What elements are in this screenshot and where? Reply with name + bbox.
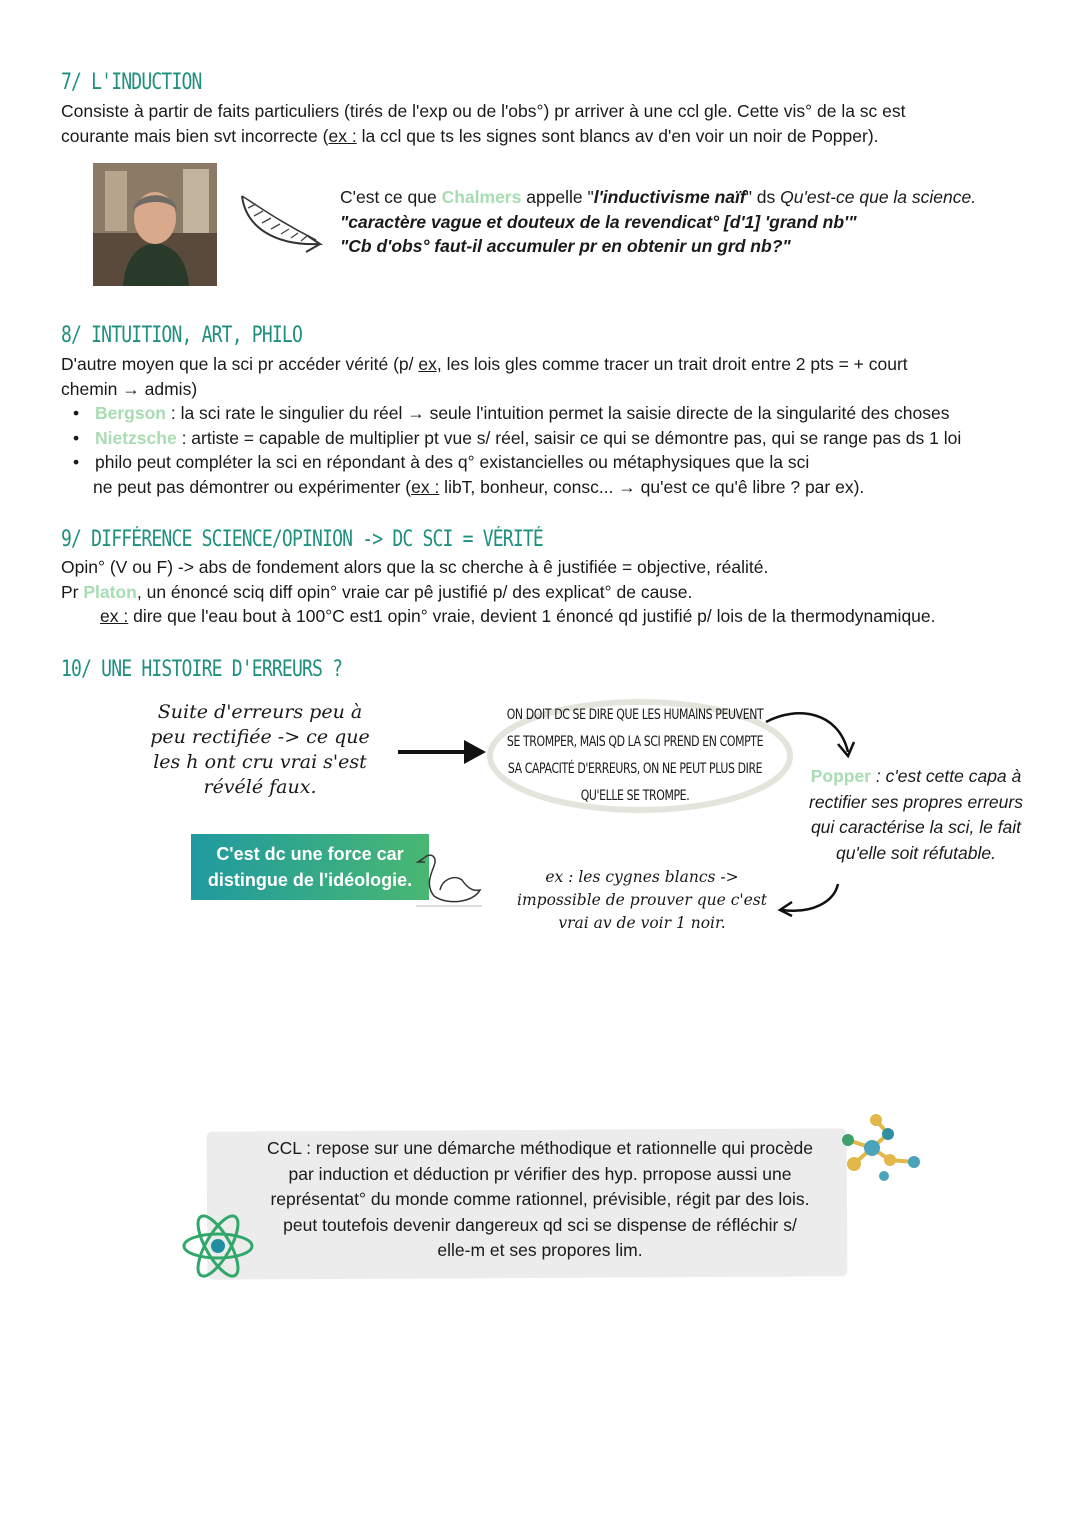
curved-arrow-icon xyxy=(776,880,842,918)
handwritten-note-swans: ex : les cygnes blancs -> impossible de prouver que c'est vrai av de voir 1 noir. xyxy=(517,868,767,932)
chalmers-quote-block: C'est ce que Chalmers appelle "l'inductivisme naïf" ds Qu'est-ce que la science. "caractère vague et douteux de la revendicat° [d'1] 'grand nb'" "Cb d'obs° faut-il accumuler pr en obtenir un grd nb?" xyxy=(340,187,977,256)
molecule-icon xyxy=(824,1108,924,1184)
list-item: • Nietzsche : artiste = capable de multiplier pt vue s/ réel, saisir ce qui se démontre pas, qui se range pas ds 1 loi xyxy=(95,426,1018,451)
section-8-paragraph: D'autre moyen que la sci pr accéder vérité (p/ ex, les lois gles comme tracer un trait droit entre 2 pts = + court chemin → admis) • Bergson : la sci rate le singulier du réel → seule l'intuition permet la saisie directe de la singularité des choses • Nietzsche : artiste = capable de multiplier pt vue s/ réel, saisir ce qui se démontre pas, qui se range pas ds 1 loi • philo peut compléter la sci en répondant à des q° existancielles ou métaphysiques que la sci ne peut pas démontrer ou expérimenter (ex : libT, bonheur, consc... → qu'est ce qu'ê libre ? par ex). xyxy=(61,352,1018,499)
curved-arrow-icon xyxy=(762,706,862,764)
swan-icon xyxy=(414,850,484,910)
caps-statement: ON DOIT DC SE DIRE QUE LES HUMAINS PEUVENT SE TROMPER, MAIS QD LA SCI PREND EN COMPTE SA CAPACITÉ D'ERREURS, ON NE PEUT PLUS DIRE QU'ELLE SE TROMPE. xyxy=(506,707,764,804)
section-7-heading: 7/ L'INDUCTION xyxy=(61,70,202,95)
atom-icon xyxy=(180,1210,256,1282)
popper-note: Popper : c'est cette capa à rectifier ses propres erreurs qui caractérise la sci, le fait qu'elle soit réfutable. xyxy=(809,766,1023,863)
portrait-photo xyxy=(93,163,217,286)
force-callout-box: C'est dc une force car distingue de l'idéologie. xyxy=(191,834,429,900)
list-item: • Bergson : la sci rate le singulier du réel → seule l'intuition permet la saisie directe de la singularité des choses xyxy=(95,401,1018,426)
feather-arrow-icon xyxy=(236,188,326,258)
section-10-heading: 10/ UNE HISTOIRE D'ERREURS ? xyxy=(61,657,343,682)
section-9-paragraph: Opin° (V ou F) -> abs de fondement alors que la sc cherche à ê justifiée = objective, réalité. Pr Platon, un énoncé sciq diff opin° vraie car pê justifié p/ des explicat° de cause. ex : dire que l'eau bout à 100°C est1 opin° vraie, devient 1 énoncé qd justifié p/ lois de la thermodynamique. xyxy=(61,557,936,626)
list-item: • philo peut compléter la sci en répondant à des q° existancielles ou métaphysiques que la sci xyxy=(95,450,1018,475)
section-9-heading: 9/ DIFFÉRENCE SCIENCE/OPINION -> DC SCI = VÉRITÉ xyxy=(61,527,543,552)
conclusion-block: CCL : repose sur une démarche méthodique et rationnelle qui procède par induction et déduction pr vérifier des hyp. prropose aussi une représentat° du monde comme rationnel, prévisible, régit par des lois. peut toutefois devenir dangereux qd sci se dispense de réfléchir s/ elle-m et ses propores lim. xyxy=(266,1138,814,1260)
section-8-list xyxy=(61,401,1018,475)
section-7-paragraph: Consiste à partir de faits particuliers (tirés de l'exp ou de l'obs°) pr arriver à une ccl gle. Cette vis° de la sc est courante mais bien svt incorrecte (ex : la ccl que ts les signes sont blancs av d'en voir un noir de Popper). xyxy=(61,101,906,146)
section-8-heading: 8/ INTUITION, ART, PHILO xyxy=(61,323,302,348)
arrow-right-icon xyxy=(396,736,488,766)
handwritten-note-errors: Suite d'erreurs peu à peu rectifiée -> ce que les h ont cru vrai s'est révélé faux. xyxy=(150,701,370,798)
